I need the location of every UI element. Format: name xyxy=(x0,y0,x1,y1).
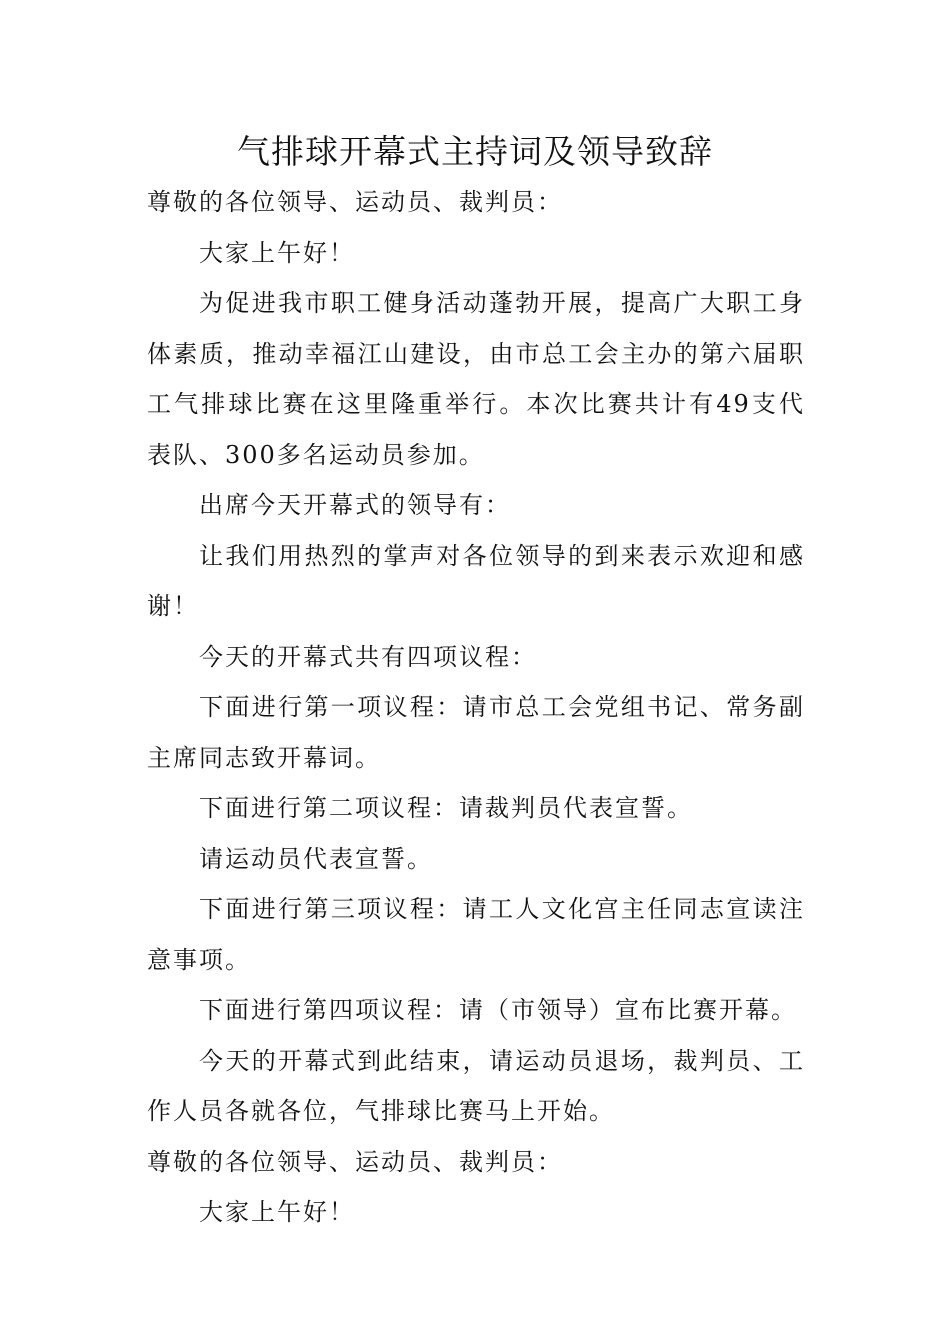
document-title: 气排球开幕式主持词及领导致辞 xyxy=(237,132,713,171)
paragraph-athlete-oath: 请运动员代表宣誓。 xyxy=(199,844,433,873)
paragraph-agenda-item-3: 下面进行第三项议程：请工人文化宫主任同志宣读注意事项。 xyxy=(147,895,805,974)
paragraph-welcome-applause: 让我们用热烈的掌声对各位领导的到来表示欢迎和感谢！ xyxy=(147,541,805,620)
paragraph-agenda-item-4: 下面进行第四项议程：请（市领导）宣布比赛开幕。 xyxy=(199,996,797,1024)
paragraph-salutation-2: 尊敬的各位领导、运动员、裁判员： xyxy=(147,1147,563,1176)
paragraph-salutation: 尊敬的各位领导、运动员、裁判员： xyxy=(147,188,563,216)
paragraph-agenda-intro: 今天的开幕式共有四项议程： xyxy=(199,642,537,671)
paragraph-agenda-item-2: 下面进行第二项议程：请裁判员代表宣誓。 xyxy=(199,794,693,822)
paragraph-greeting: 大家上午好！ xyxy=(199,238,355,267)
paragraph-greeting-2: 大家上午好！ xyxy=(199,1198,355,1226)
document-body xyxy=(147,177,805,1238)
paragraph-closing: 今天的开幕式到此结束，请运动员退场，裁判员、工作人员各就各位，气排球比赛马上开始。 xyxy=(147,1046,805,1125)
paragraph-agenda-item-1: 下面进行第一项议程：请市总工会党组书记、常务副主席同志致开幕词。 xyxy=(147,693,805,772)
paragraph-introduction: 为促进我市职工健身活动蓬勃开展，提高广大职工身体素质，推动幸福江山建设，由市总工会主办的第六届职工气排球比赛在这里隆重举行。本次比赛共计有49支代表队、300多名运动员参加。 xyxy=(147,289,805,469)
paragraph-attending-leaders: 出席今天开幕式的领导有： xyxy=(199,491,511,519)
